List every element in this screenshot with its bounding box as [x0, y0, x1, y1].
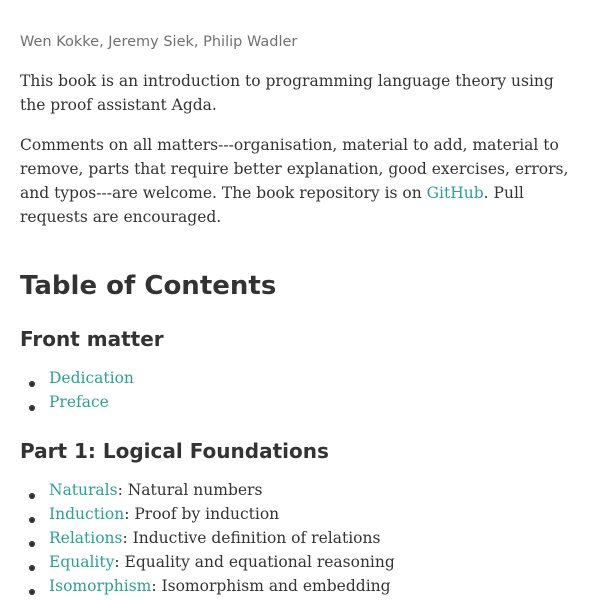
preface-link[interactable]: Preface [49, 393, 109, 411]
isomorphism-description: : Isomorphism and embedding [151, 577, 391, 595]
bullet-icon [29, 589, 35, 595]
isomorphism-link[interactable]: Isomorphism [49, 577, 152, 595]
bullet-icon [29, 541, 35, 547]
list-item [20, 550, 395, 574]
comments-text-before: Comments on all matters---organisation, material to add, material to remove, parts that require better explanation, good exercises, errors, and typos---are welcome. The book repository is on [20, 136, 569, 202]
section-heading-front-matter: Front matter [20, 327, 164, 351]
bullet-icon [29, 405, 35, 411]
dedication-link[interactable]: Dedication [49, 369, 134, 387]
bullet-icon [29, 565, 35, 571]
bullet-icon [29, 517, 35, 523]
equality-link[interactable]: Equality [49, 553, 115, 571]
bullet-icon [29, 493, 35, 499]
part-1-list [20, 478, 395, 598]
relations-description: : Inductive definition of relations [122, 529, 381, 547]
toc-title: Table of Contents [20, 271, 277, 301]
comments-text-after: . Pull requests are encouraged. [20, 184, 524, 226]
list-item [20, 366, 134, 390]
comments-paragraph [20, 133, 580, 229]
authors-line: Wen Kokke, Jeremy Siek, Philip Wadler [20, 34, 298, 50]
github-link[interactable]: GitHub [426, 184, 484, 202]
naturals-link[interactable]: Naturals [49, 481, 118, 499]
list-item [20, 390, 134, 414]
list-item [20, 478, 395, 502]
induction-link[interactable]: Induction [49, 505, 125, 523]
intro-paragraph: This book is an introduction to programming language theory using the proof assistant Agda. [20, 72, 554, 114]
list-item [20, 526, 395, 550]
front-matter-list [20, 366, 134, 414]
list-item [20, 502, 395, 526]
naturals-description: : Natural numbers [117, 481, 263, 499]
list-item [20, 574, 395, 598]
equality-description: : Equality and equational reasoning [114, 553, 395, 571]
bullet-icon [29, 381, 35, 387]
induction-description: : Proof by induction [124, 505, 280, 523]
section-heading-part-1: Part 1: Logical Foundations [20, 439, 329, 463]
relations-link[interactable]: Relations [49, 529, 123, 547]
